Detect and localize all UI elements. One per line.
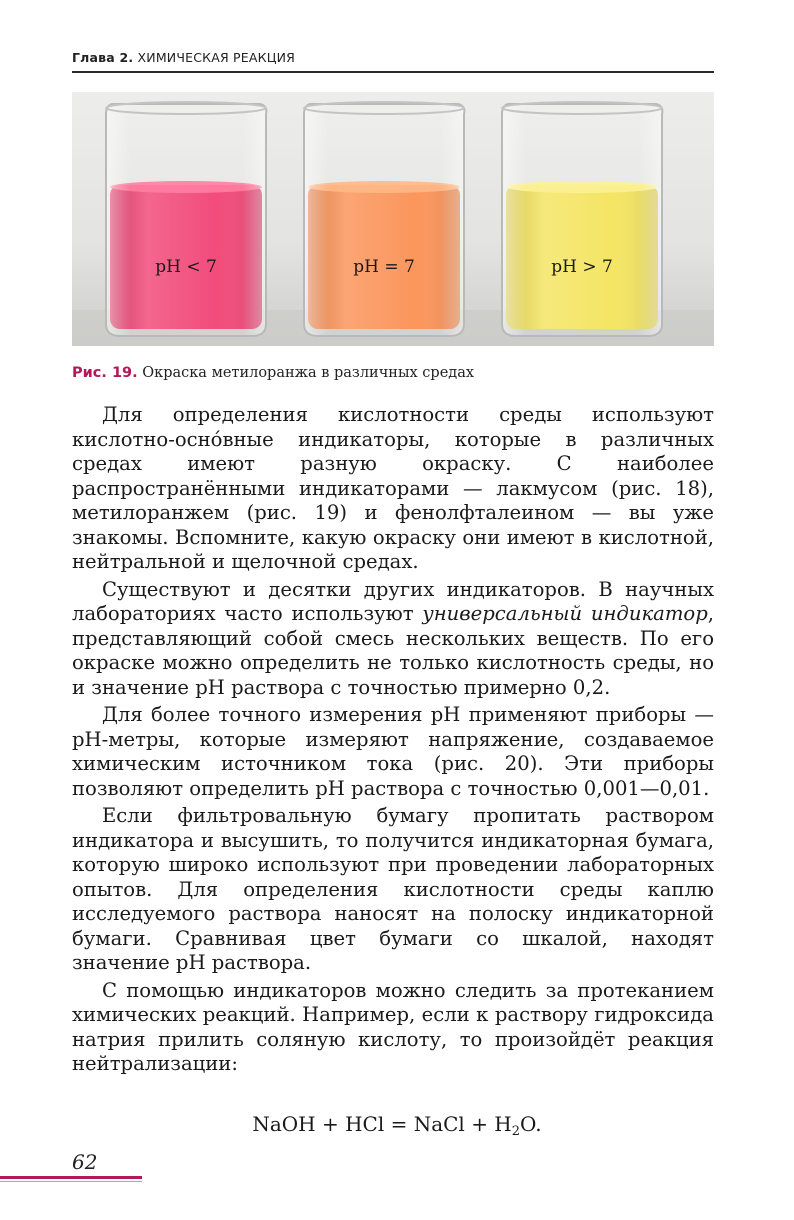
paragraph-neutralization: С помощью индикаторов можно следить за протеканием химических реакций. Например, если к раствору гидроксида натрия прилить соляную кислоту, то произойдёт реакция нейтрализации:: [72, 978, 714, 1075]
beaker-label-basic: pH > 7: [551, 257, 613, 277]
paragraph-universal-indicator: [72, 578, 714, 701]
caption-text: Окраска метилоранжа в различных средах: [142, 365, 475, 381]
body-text: [72, 403, 714, 1077]
p2-term: универсальный индикатор: [422, 602, 708, 625]
neutralization-equation: [0, 1112, 794, 1139]
beaker-basic: [502, 102, 662, 336]
beaker-label-neutral: pH = 7: [353, 257, 415, 277]
beaker-acidic: [106, 102, 266, 336]
paragraph-indicators: Для определения кислотности среды используют кислотно-осно́вные индикаторы, которые в различных средах имеют разную окраску. С наиболее распространёнными индикаторами — лакмусом (рис. 18), метилоранжем (рис. 19) и фенолфталеином — вы уже знакомы. Вспомните, какую окраску они имеют в кислотной, нейтральной и щелочной средах.: [72, 403, 714, 573]
page-number: 62: [72, 1150, 98, 1174]
header-rule: [72, 71, 714, 73]
paragraph-ph-meters: Для более точного измерения pH применяют приборы — pH-метры, которые измеряют напряжение, создаваемое химическим источником тока (рис. 20). Эти приборы позволяют определить pH раствора с точностью 0,001—0,01.: [72, 703, 714, 800]
running-header: [72, 50, 714, 65]
page-footer-bar-thin: [0, 1181, 142, 1182]
figure-caption: [72, 365, 714, 381]
beaker-neutral: [304, 102, 464, 336]
p2-text-after: , представляющий собой смесь нескольких веществ. По его окраске можно определить не только кислотность среды, но и значение pH раствора с точностью примерно 0,2.: [72, 602, 714, 699]
chapter-title: ХИМИЧЕСКАЯ РЕАКЦИЯ: [137, 50, 296, 65]
p2-text-before: Существуют и десятки других индикаторов. В научных лабораториях часто используют: [72, 577, 714, 625]
equation-subscript: 2: [511, 1124, 521, 1139]
beaker-label-acidic: pH < 7: [155, 257, 217, 277]
caption-label: Рис. 19.: [72, 365, 138, 381]
chapter-label: Глава 2.: [72, 50, 134, 65]
page-footer-bar: [0, 1176, 142, 1179]
paragraph-indicator-paper: Если фильтровальную бумагу пропитать раствором индикатора и высушить, то получится индикаторная бумага, которую широко используют при проведении лабораторных опытов. Для определения кислотности среды каплю исследуемого раствора наносят на полоску индикаторной бумаги. Сравнивая цвет бумаги со шкалой, находят значение pH раствора.: [72, 804, 714, 974]
equation-rhs: O.: [520, 1112, 542, 1136]
beakers-photo: [72, 92, 714, 346]
equation-lhs: NaOH + HCl = NaCl + H: [252, 1112, 512, 1136]
